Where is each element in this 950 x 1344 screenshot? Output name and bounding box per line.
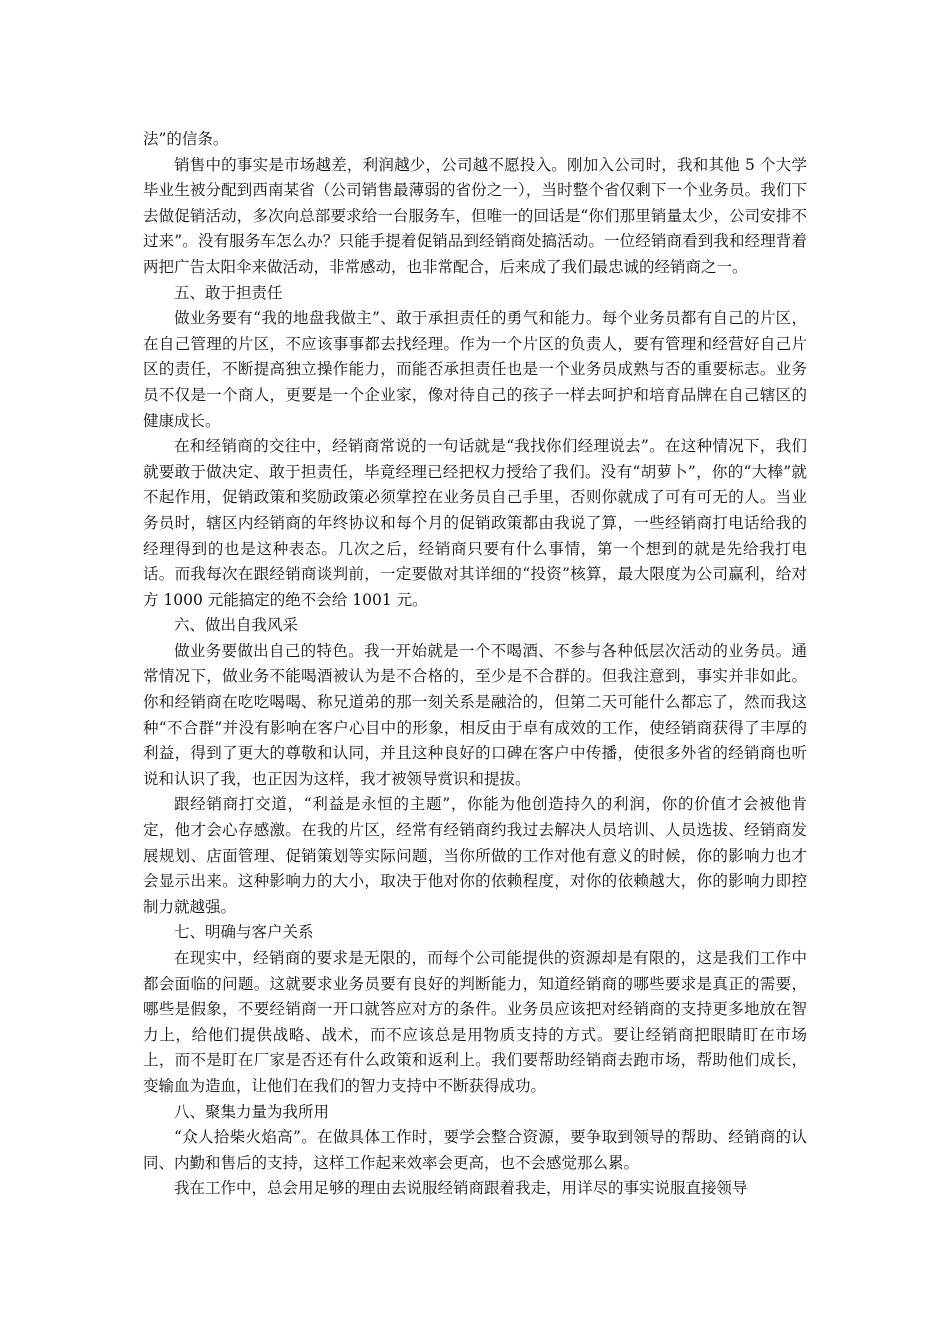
section-heading-8: 八、聚集力量为我所用 (174, 1102, 330, 1121)
paragraph-interest-theme: 跟经销商打交道，“利益是永恒的主题”，你能为他创造持久的利润，你的价值才会被他肯定，他才会心存感激。在我的片区，经常有经销商约我过去解决人员培训、人员选拔、经销商发展规划、店面管理、促销策划等实际问题，当你所做的工作对他有意义的时候，你的影响力也才会显示出来。这种影响力的大小，取决于他对你的依赖程度，对你的依赖越大，你的影响力即控制力就越强。 (143, 795, 807, 916)
section-heading-7: 七、明确与客户关系 (174, 923, 314, 942)
paragraph-persuasion: 我在工作中，总会用足够的理由去说服经销商跟着我走，用详尽的事实说服直接领导 (174, 1179, 748, 1198)
paragraph-dealer-relations: 在和经销商的交往中，经销商常说的一句话就是“我找你们经理说去”。在这种情况下，我们就要敢于做决定、敢于担责任，毕竟经理已经把权力授给了我们。没有“胡萝卜”，你的“大棒”就不起作用，促销政策和奖励政策必须掌控在业务员自己手里，否则你就成了可有可无的人。当业务员时，辖区内经销商的年终协议和每个月的促销政策都由我说了算，一些经销商打电话给我的经理得到的也是这种表态。几次之后，经销商只要有什么事情，第一个想到的就是先给我打电话。而我每次在跟经销商谈判前，一定要做对其详细的“投资”核算，最大限度为公司赢利，给对方 1000 元能搞定的绝不会给 1001 元。 (143, 437, 807, 609)
paragraph-customer-relations: 在现实中，经销商的要求是无限的，而每个公司能提供的资源却是有限的，这是我们工作中都会面临的问题。这就要求业务员要有良好的判断能力，知道经销商的哪些要求是真正的需要，哪些是假象，不要经销商一开口就答应对方的条件。业务员应该把对经销商的支持更多地放在智力上，给他们提供战略、战术，而不应该总是用物质支持的方式。要让经销商把眼睛盯在市场上，而不是盯在厂家是否还有什么政策和返利上。我们要帮助经销商去跑市场，帮助他们成长，变输血为造血，让他们在我们的智力支持中不断获得成功。 (143, 949, 807, 1095)
paragraph-continuation: 法”的信条。 (143, 130, 229, 148)
document-page (143, 127, 807, 1202)
paragraph-teamwork: “众人拾柴火焰高”。在做具体工作时，要学会整合资源，要争取到领导的帮助、经销商的认同、内勤和售后的支持，这样工作起来效率会更高，也不会感觉那么累。 (143, 1128, 807, 1172)
section-heading-6: 六、做出自我风采 (174, 616, 299, 635)
section-heading-5: 五、敢于担责任 (174, 283, 283, 302)
paragraph-responsibility: 做业务要有“我的地盘我做主”、敢于承担责任的勇气和能力。每个业务员都有自己的片区，在自己管理的片区，不应该事事都去找经理。作为一个片区的负责人，要有管理和经营好自己片区的责任，不断提高独立操作能力，而能否承担责任也是一个业务员成熟与否的重要标志。业务员不仅是一个商人，更要是一个企业家，像对待自己的孩子一样去呵护和培育品牌在自己辖区的健康成长。 (143, 309, 807, 430)
paragraph-own-style: 做业务要做出自己的特色。我一开始就是一个不喝酒、不参与各种低层次活动的业务员。通常情况下，做业务不能喝酒被认为是不合格的，至少是不合群的。但我注意到，事实并非如此。你和经销商在吃吃喝喝、称兄道弟的那一刻关系是融洽的，但第二天可能什么都忘了，然而我这种“不合群”并没有影响在客户心目中的形象，相反由于卓有成效的工作，使经销商获得了丰厚的利益，得到了更大的尊敬和认同，并且这种良好的口碑在客户中传播，使很多外省的经销商也听说和认识了我，也正因为这样，我才被领导赏识和提拔。 (143, 641, 807, 788)
paragraph-sales-fact: 销售中的事实是市场越差，利润越少，公司越不愿投入。刚加入公司时，我和其他 5 个大学毕业生被分配到西南某省（公司销售最薄弱的省份之一），当时整个省仅剩下一个业务员。我们下去做促销活动，多次向总部要求给一台服务车，但唯一的回话是“你们那里销量太少，公司安排不过来”。没有服务车怎么办？只能手提着促销品到经销商处搞活动。一位经销商看到我和经理背着两把广告太阳伞来做活动，非常感动，也非常配合，后来成了我们最忠诚的经销商之一。 (143, 155, 807, 276)
